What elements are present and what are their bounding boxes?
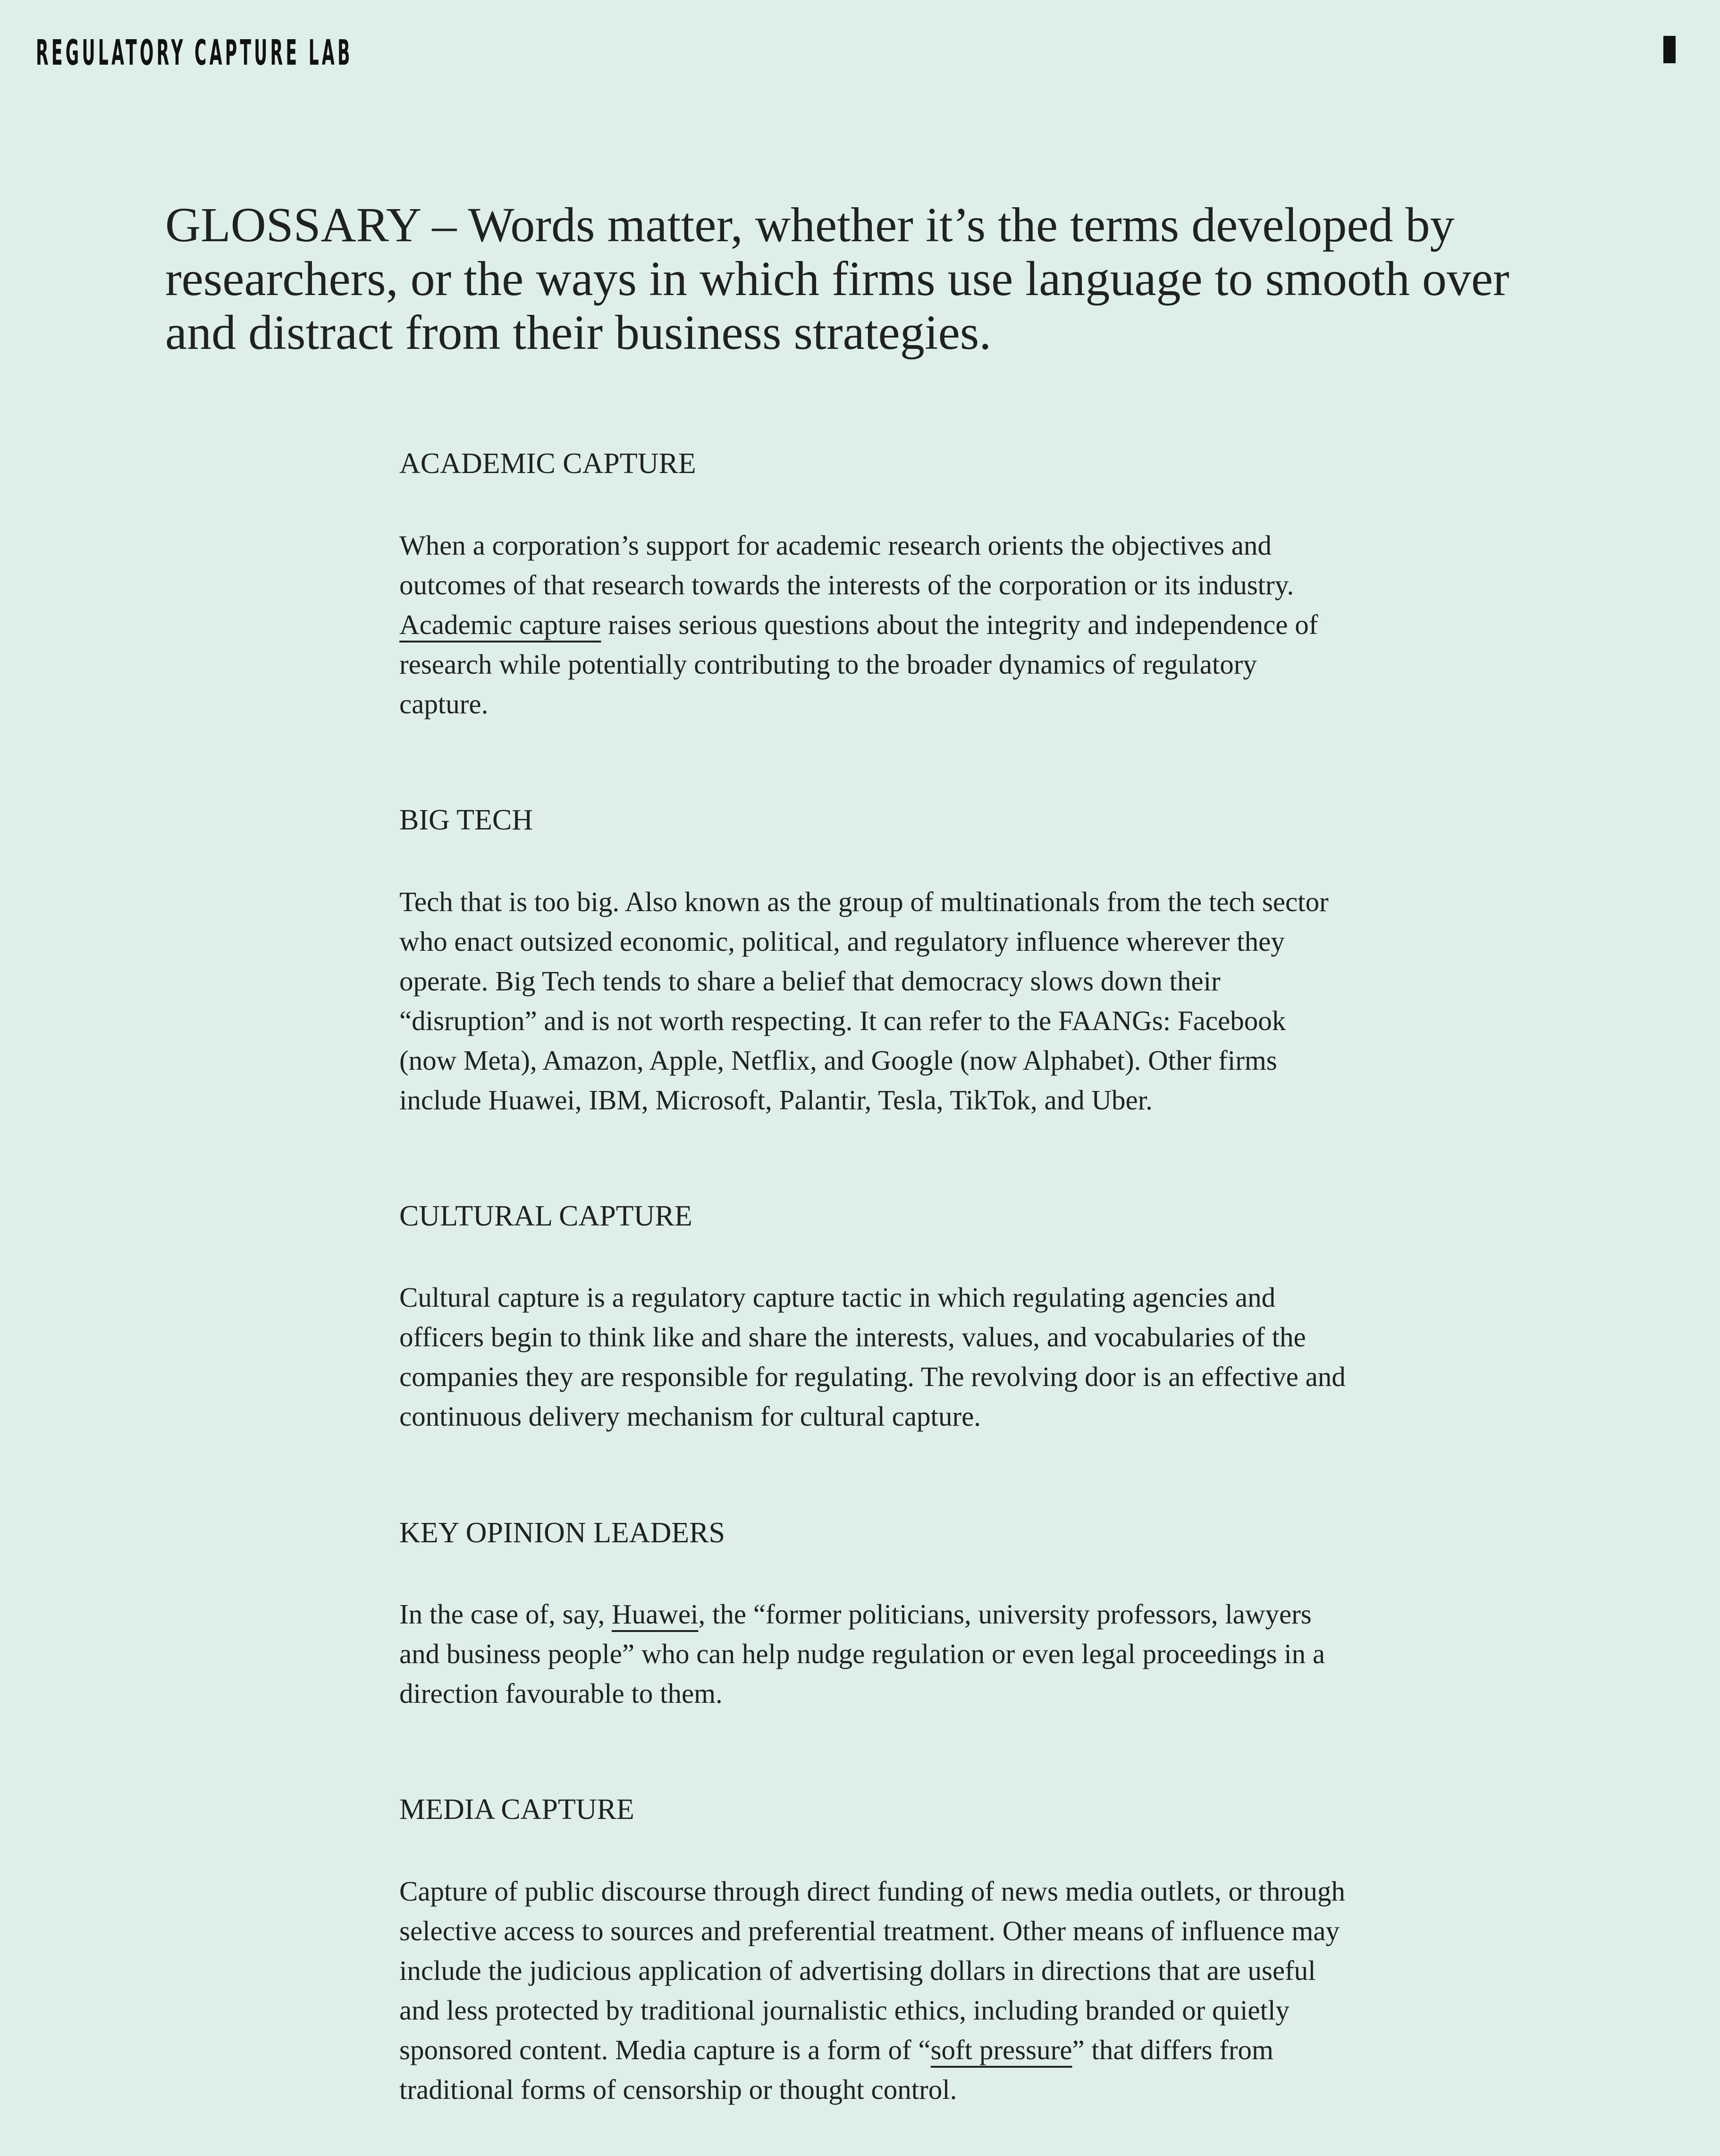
definition-text: When a corporation’s support for academic research orients the objectives and outcomes of that research towards the interests of the corporation or its industry. [399,530,1294,600]
glossary-intro: GLOSSARY – Words matter, whether it’s the terms developed by researchers, or the ways in which firms use language to smooth over and distract from their business strategies. [165,198,1509,360]
definition-text: Capture of public discourse through direct funding of news media outlets, or through selective access to sources and preferential treatment. Other means of influence may include the judicious application of advertising dollars in directions that are useful and less protected by traditional journalistic ethics, including branded or quietly sponsored content. Media capture is a form of “ [399,1876,1345,2065]
definition-text: In the case of, say, [399,1598,612,1630]
site-logo[interactable]: REGULATORY CAPTURE LAB [36,33,353,73]
term-cultural-capture: CULTURAL CAPTURE [399,1200,692,1232]
site-header [0,0,1720,109]
term-big-tech: BIG TECH [399,804,533,836]
term-academic-capture: ACADEMIC CAPTURE [399,448,696,480]
definition-big-tech: Tech that is too big. Also known as the group of multinationals from the tech sector who enact outsized economic, political, and regulatory influence wherever they operate. Big Tech tends to share a belief that democracy slows down their “disruption” and is not worth respecting. It can refer to the FAANGs: Facebook (now Meta), Amazon, Apple, Netflix, and Google (now Alphabet). Other firms include Huawei, IBM, Microsoft, Palantir, Tesla, TikTok, and Uber. [399,886,1329,1116]
definition-text: ” that differs from traditional forms of censorship or thought control. [399,2034,1273,2105]
term-key-opinion-leaders: KEY OPINION LEADERS [399,1517,725,1549]
academic-capture-link[interactable]: Academic capture [399,609,601,640]
menu-bar-icon[interactable] [1663,36,1676,63]
definition-text: raises serious questions about the integrity and independence of research while potentially contributing to the broader dynamics of regulatory capture. [399,609,1318,719]
term-media-capture: MEDIA CAPTURE [399,1793,634,1826]
definition-cultural-capture: Cultural capture is a regulatory capture tactic in which regulating agencies and officers begin to think like and share the interests, values, and vocabularies of the companies they are responsible for regulating. The revolving door is an effective and continuous delivery mechanism for cultural capture. [399,1282,1346,1432]
soft-pressure-link[interactable]: soft pressure [930,2034,1072,2065]
definition-key-opinion-leaders [399,1594,1348,1713]
definition-media-capture [399,1871,1348,2109]
definition-academic-capture [399,525,1348,724]
definition-text: , the “former politicians, university professors, lawyers and business people” who can help nudge regulation or even legal proceedings in a direction favourable to them. [399,1598,1325,1709]
huawei-link[interactable]: Huawei [611,1598,699,1630]
